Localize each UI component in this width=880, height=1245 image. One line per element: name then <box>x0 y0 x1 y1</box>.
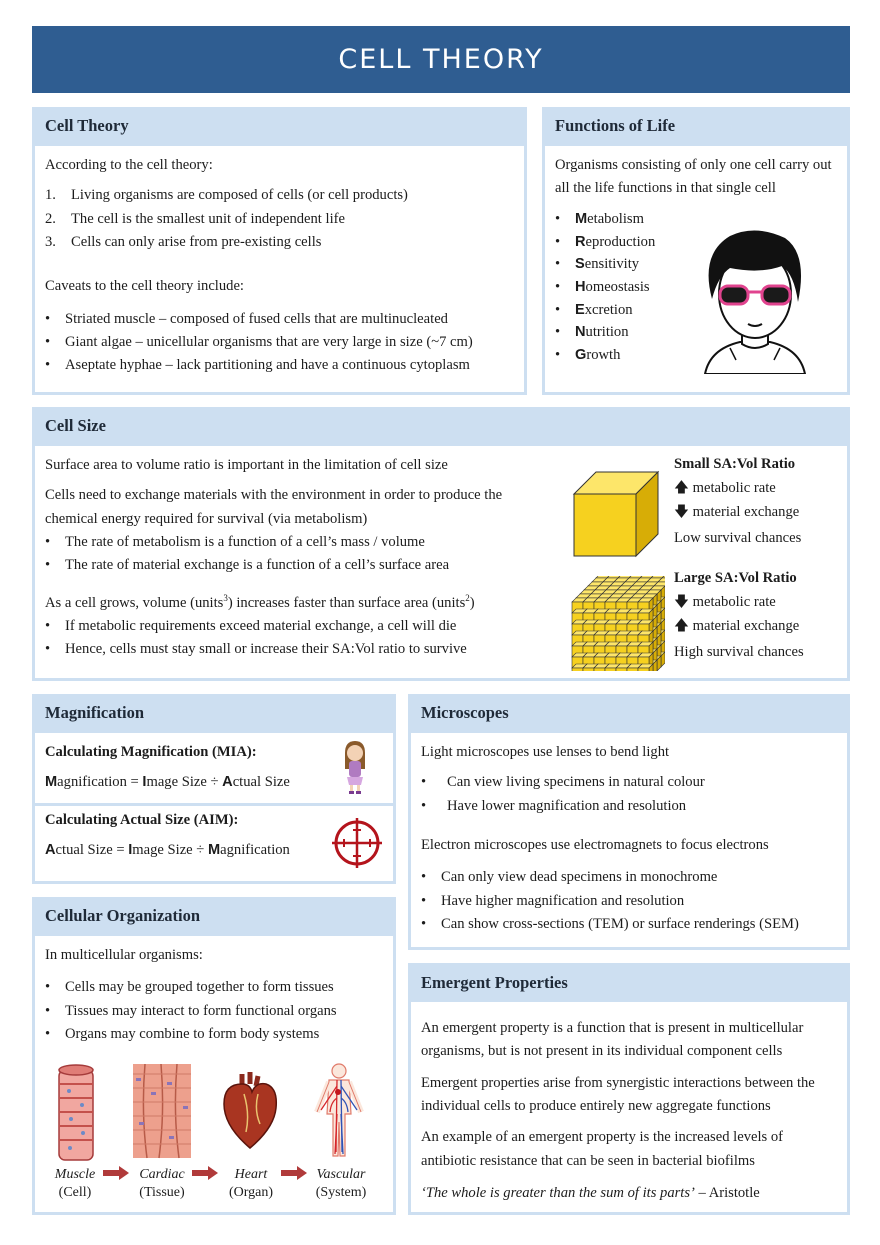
cell-size-panel <box>32 407 850 681</box>
list-item: • M etabolism <box>555 211 644 228</box>
microscopes-heading: Microscopes <box>411 697 847 733</box>
list-item: • Have lower magnification and resolution <box>421 797 687 814</box>
electron-intro: Electron microscopes use electromagnets to focus electrons <box>421 837 769 854</box>
level-label-cardiac: Cardiac (Tissue) <box>139 1167 185 1201</box>
list-item: • If metabolic requirements exceed material exchange, a cell will die <box>45 617 457 634</box>
list-item: • Cells may be grouped together to form tissues <box>45 979 334 996</box>
list-item: • Can only view dead specimens in monochrome <box>421 869 718 886</box>
cell-size-line3: As a cell grows, volume (units$^3$) increases faster than surface area (units$^2$) <box>45 592 475 611</box>
list-item: • The rate of material exchange is a function of a cell’s surface area <box>45 557 450 574</box>
list-item: • S ensitivity <box>555 256 640 273</box>
list-item: • E xcretion <box>555 301 633 318</box>
emergent-p3: An example of an emergent property is the increased levels of antibiotic resistance that can be seen in bacterial biofilms <box>421 1129 784 1169</box>
list-item: 1. Living organisms are composed of cells (or cell products) <box>45 187 408 204</box>
list-item: • Organs may combine to form body systems <box>45 1026 320 1043</box>
list-item: • The rate of metabolism is a function of a cell’s mass / volume <box>45 534 425 551</box>
muscle-cell-illustration <box>55 1064 97 1164</box>
functions-intro: Organisms consisting of only one cell carry out all the life functions in that single cell <box>555 157 832 196</box>
small-survival: Low survival chances <box>674 530 802 547</box>
emergent-p2: Emergent properties arise from synergistic interactions between the individual cells to produce entirely new aggregate functions <box>421 1074 815 1115</box>
level-label-heart: Heart (Organ) <box>228 1167 274 1201</box>
functions-heading: Functions of Life <box>545 110 847 146</box>
arrow-down-icon: 🡇 <box>674 593 690 611</box>
list-item: 3. Cells can only arise from pre-existing cells <box>45 234 322 251</box>
list-item: • H omeostasis <box>555 279 650 296</box>
cell-size-line1: Surface area to volume ratio is important in the limitation of cell size <box>45 457 448 473</box>
level-label-vascular: Vascular (System) <box>315 1167 367 1201</box>
magnification-panel <box>32 694 396 884</box>
mia-formula: Magnification = Image Size ÷ Actual Size <box>45 773 290 790</box>
cellular-organization-panel <box>32 897 396 1215</box>
emergent-properties-panel <box>408 963 850 1215</box>
cardiac-tissue-illustration <box>131 1062 193 1160</box>
small-metabolic: 🡅 metabolic rate <box>674 479 776 497</box>
emergent-heading: Emergent Properties <box>411 966 847 1002</box>
crosshair-icon <box>332 818 382 868</box>
large-ratio-title: Large SA:Vol Ratio <box>674 570 797 586</box>
list-item: • R eproduction <box>555 233 656 250</box>
mia-title: Calculating Magnification (MIA): <box>45 744 257 760</box>
small-ratio-block <box>674 452 801 550</box>
list-item: • Tissues may interact to form functional organs <box>45 1002 337 1019</box>
arrow-up-icon: 🡅 <box>674 617 690 635</box>
page-title: CELL THEORY <box>32 26 850 93</box>
aim-title: Calculating Actual Size (AIM): <box>45 811 239 828</box>
list-item: • Have higher magnification and resolution <box>421 892 685 909</box>
girl-figure-icon <box>341 739 369 795</box>
large-survival: High survival chances <box>674 644 804 661</box>
list-item: • Striated muscle – composed of fused cells that are multinucleated <box>45 310 448 327</box>
light-intro: Light microscopes use lenses to bend light <box>421 744 670 760</box>
arrow-down-icon: 🡇 <box>674 503 690 521</box>
cell-theory-heading: Cell Theory <box>35 110 524 146</box>
small-cubes-illustration <box>570 576 665 671</box>
cellular-org-intro: In multicellular organisms: <box>45 947 203 963</box>
small-ratio-title: Small SA:Vol Ratio <box>674 456 796 472</box>
cellular-org-heading: Cellular Organization <box>35 900 393 936</box>
functions-of-life-panel <box>542 107 850 395</box>
list-item: • Aseptate hyphae – lack partitioning and have a continuous cytoplasm <box>45 357 470 374</box>
level-label-muscle: Muscle (Cell) <box>54 1167 96 1201</box>
vascular-system-illustration <box>311 1062 367 1160</box>
caveats-intro: Caveats to the cell theory include: <box>45 278 244 295</box>
cell-size-heading: Cell Size <box>35 410 847 446</box>
list-item: • Giant algae – unicellular organisms that are very large in size (~7 cm) <box>45 334 473 351</box>
large-cube-illustration <box>572 470 662 560</box>
large-metabolic: 🡇 metabolic rate <box>674 593 776 611</box>
cell-theory-intro: According to the cell theory: <box>45 157 213 173</box>
list-item: • N utrition <box>555 324 629 341</box>
list-item: • G rowth <box>555 346 621 363</box>
person-sunglasses-illustration <box>690 224 820 374</box>
cell-size-line2: Cells need to exchange materials with the environment in order to produce the chemical energy required for survival (via metabolism) <box>45 487 503 527</box>
arrow-up-icon: 🡅 <box>674 479 690 497</box>
list-item: • Can view living specimens in natural colour <box>421 774 705 791</box>
emergent-quote: ‘The whole is greater than the sum of its parts’ – Aristotle <box>421 1185 760 1202</box>
list-item: • Can show cross-sections (TEM) or surface renderings (SEM) <box>421 916 799 933</box>
small-exchange: 🡇 material exchange <box>674 503 800 521</box>
large-exchange: 🡅 material exchange <box>674 617 800 635</box>
heart-organ-illustration <box>220 1070 280 1150</box>
cell-theory-panel <box>32 107 527 395</box>
aim-formula: Actual Size = Image Size ÷ Magnification <box>45 841 290 858</box>
list-item: 2. The cell is the smallest unit of independent life <box>45 210 345 227</box>
magnification-heading: Magnification <box>35 697 393 733</box>
list-item: • Hence, cells must stay small or increase their SA:Vol ratio to survive <box>45 641 467 658</box>
large-ratio-block <box>674 566 804 664</box>
emergent-p1: An emergent property is a function that is present in multicellular organisms, but is not present in its individual component cells <box>421 1020 804 1060</box>
microscopes-panel <box>408 694 850 950</box>
